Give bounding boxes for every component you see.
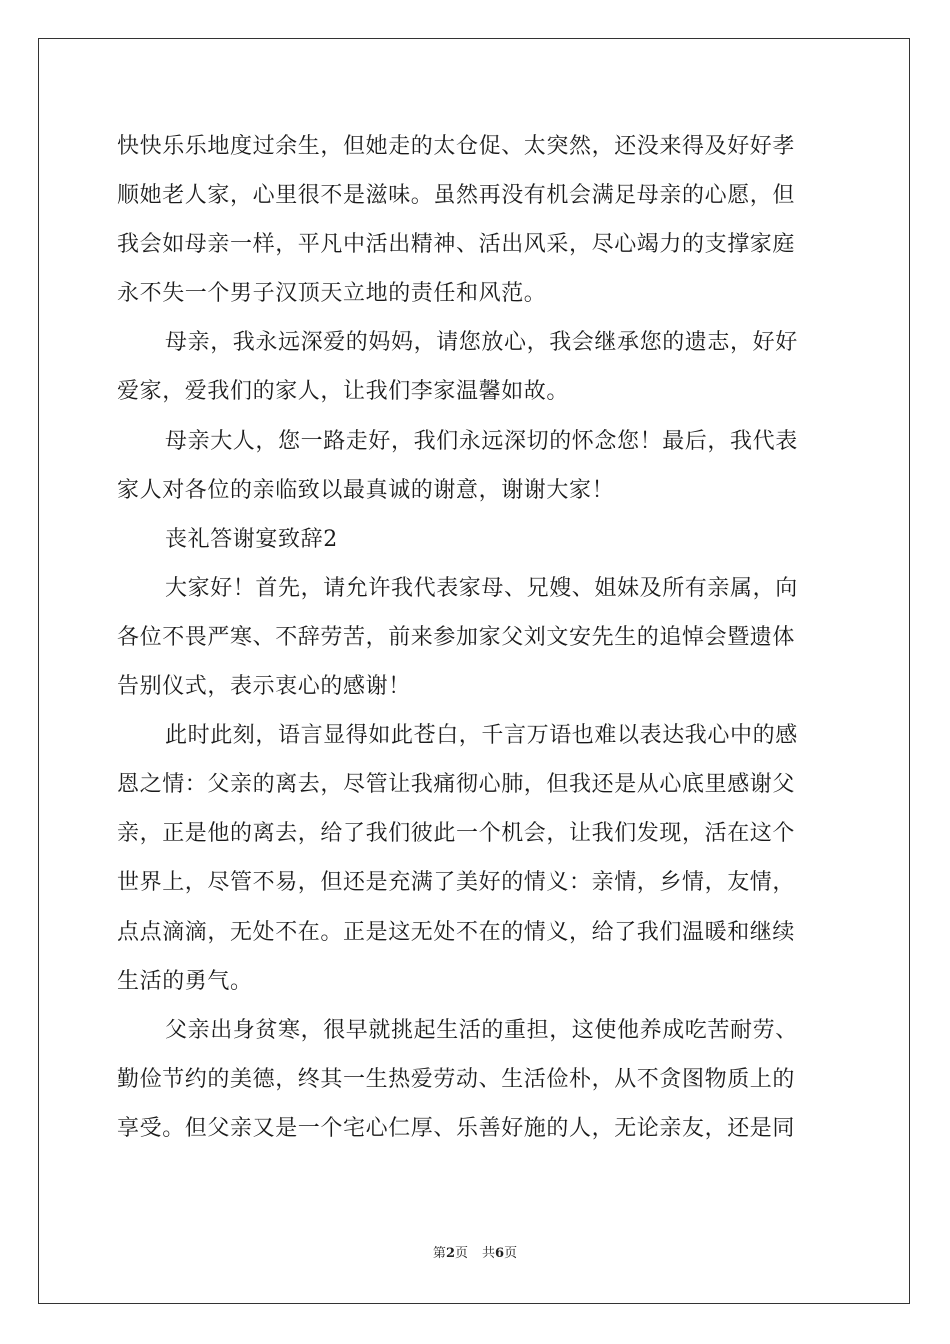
total-suffix: 页: [504, 1246, 518, 1261]
text-line: 家人对各位的亲临致以最真诚的谢意，谢谢大家！: [117, 477, 615, 503]
document-body: [117, 122, 833, 1153]
paragraph-start-line: 母亲大人，您一路走好，我们永远深切的怀念您！最后，我代表: [165, 428, 798, 454]
text-line: 世界上，尽管不易，但还是充满了美好的情义：亲情，乡情，友情，: [117, 870, 796, 896]
page-number: 2: [445, 1246, 455, 1261]
text-line: 亲，正是他的离去，给了我们彼此一个机会，让我们发现，活在这个: [117, 821, 796, 847]
paragraph-start-line: 母亲，我永远深爱的妈妈，请您放心，我会继承您的遗志，好好: [165, 330, 798, 356]
text-line: 享受。但父亲又是一个宅心仁厚、乐善好施的人，无论亲友，还是同: [117, 1115, 796, 1141]
paragraph-start-line: 父亲出身贫寒，很早就挑起生活的重担，这使他养成吃苦耐劳、: [165, 1017, 798, 1043]
text-line: 恩之情：父亲的离去，尽管让我痛彻心肺，但我还是从心底里感谢父: [117, 772, 796, 798]
text-line: 我会如母亲一样，平凡中活出精神、活出风采，尽心竭力的支撑家庭: [117, 232, 796, 258]
page-suffix: 页: [454, 1246, 468, 1261]
text-line: 永不失一个男子汉顶天立地的责任和风范。: [117, 281, 547, 307]
text-line: 顺她老人家，心里很不是滋味。虽然再没有机会满足母亲的心愿，但: [117, 183, 796, 209]
page-prefix: 第: [432, 1246, 446, 1261]
text-line: 告别仪式，表示衷心的感谢！: [117, 674, 411, 700]
text-line: 点点滴滴，无处不在。正是这无处不在的情义，给了我们温暖和继续: [117, 919, 796, 945]
total-pages: 6: [495, 1246, 505, 1261]
text-line: 各位不畏严寒、不辞劳苦，前来参加家父刘文安先生的追悼会暨遗体: [117, 624, 796, 650]
total-prefix: 共: [482, 1246, 496, 1261]
text-line: 勤俭节约的美德，终其一生热爱劳动、生活俭朴，从不贪图物质上的: [117, 1066, 796, 1092]
text-line: 生活的勇气。: [117, 968, 253, 994]
page-footer: [0, 1245, 950, 1263]
text-line: 快快乐乐地度过余生，但她走的太仓促、太突然，还没来得及好好孝: [117, 134, 796, 159]
paragraph-start-line: 此时此刻，语言显得如此苍白，千言万语也难以表达我心中的感: [165, 723, 798, 749]
text-line: 爱家，爱我们的家人，让我们李家温馨如故。: [117, 379, 570, 405]
paragraph-start-line: 丧礼答谢宴致辞2: [165, 526, 338, 552]
paragraph-start-line: 大家好！首先，请允许我代表家母、兄嫂、姐妹及所有亲属，向: [165, 575, 798, 601]
